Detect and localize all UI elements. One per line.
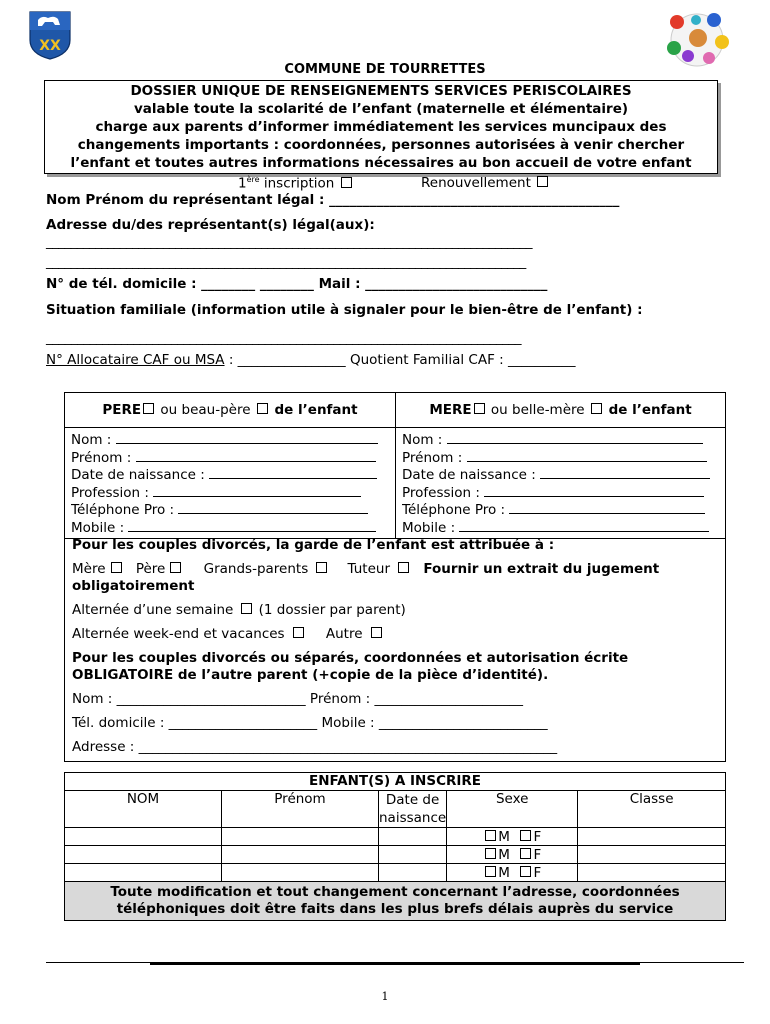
child-classe-cell[interactable] [578,828,726,846]
mother-workphone-label: Téléphone Pro : [402,502,506,518]
mother-birthdate-field[interactable] [402,467,719,485]
mother-title: MERE [429,402,472,418]
sex-f-label: F [533,828,542,845]
sex-m-label: M [498,828,510,845]
custody-alt-week[interactable] [72,602,406,618]
father-workphone-label: Téléphone Pro : [71,502,175,518]
custody-alt-weekend[interactable] [72,626,384,642]
other-parent-name-field[interactable]: Nom : ____________________________ Prénom : ______________________ [72,691,523,707]
mother-mobile-label: Mobile : [402,519,456,536]
sex-f-checkbox[interactable] [520,866,531,877]
child-prenom-cell[interactable] [222,864,379,882]
mother-fields [396,428,726,539]
sex-m-checkbox[interactable] [485,866,496,877]
custody-pere-label: Père [135,561,166,577]
address-line-2[interactable]: ______________________________________________________________________________ [46,254,526,270]
footer-divider-bold [150,963,640,965]
sex-f-checkbox[interactable] [520,848,531,859]
custody-tuteur-checkbox[interactable] [398,562,409,573]
alt-weekend-checkbox[interactable] [293,627,304,638]
father-workphone-field[interactable] [71,502,389,520]
header-line-3: charge aux parents d’informer immédiatement les services muncipaux des [95,119,667,135]
custody-gp-checkbox[interactable] [316,562,327,573]
authorization-title-2: OBLIGATOIRE de l’autre parent (+copie de la pièce d’identité). [72,667,549,683]
father-profession-field[interactable] [71,485,389,503]
family-situation-line[interactable]: ____________________________________________________________________________ [46,330,521,346]
mother-title-end: de l’enfant [603,402,692,418]
caf-field[interactable] [46,352,575,368]
commune-crest-logo [28,10,72,60]
commune-title: COMMUNE DE TOURRETTES [284,62,486,77]
renewal-label: Renouvellement [421,175,531,191]
other-label: Autre [325,626,363,642]
family-situation-label: Situation familiale (information utile à signaler pour le bien-être de l’enfant) : [46,302,643,318]
father-fields [65,428,396,539]
children-table [64,772,726,921]
child-birthdate-cell[interactable] [379,864,447,882]
child-birthdate-cell[interactable] [379,846,447,864]
header-box [44,80,718,174]
svg-text:XX: XX [39,38,61,54]
column-header-sexe: Sexe [447,791,578,828]
sex-m-checkbox[interactable] [485,830,496,841]
renewal-checkbox[interactable] [537,176,548,187]
first-registration-sup: ère [246,175,260,184]
sex-f-checkbox[interactable] [520,830,531,841]
custody-extract-note: Fournir un extrait du jugement [423,561,660,577]
legal-rep-field[interactable]: Nom Prénom du représentant légal : ___________________________________________ [46,192,620,208]
custody-gp-label: Grands-parents [203,561,309,577]
mother-header [396,393,726,428]
footer-note-line-1: Toute modification et tout changement concernant l’adresse, coordonnées [110,884,680,900]
mother-nom-label: Nom : [402,432,443,448]
child-nom-cell[interactable] [65,846,222,864]
alt-week-checkbox[interactable] [241,603,252,614]
child-sexe-cell [447,846,578,864]
mother-birthdate-label: Date de naissance : [402,467,536,483]
child-prenom-cell[interactable] [222,828,379,846]
alt-week-label: Alternée d’une semaine [72,602,234,618]
first-registration-option[interactable] [238,175,354,192]
father-title-end: de l’enfant [269,402,358,418]
header-line-2: valable toute la scolarité de l’enfant (maternelle et élémentaire) [133,101,629,117]
first-registration-label: inscription [259,175,335,192]
sex-m-checkbox[interactable] [485,848,496,859]
other-parent-phone-field[interactable]: Tél. domicile : ______________________ Mobile : _________________________ [72,715,548,731]
alt-week-note: (1 dossier par parent) [258,602,406,618]
mother-checkbox[interactable] [474,403,485,414]
custody-mere-checkbox[interactable] [111,562,122,573]
custody-title: Pour les couples divorcés, la garde de l’enfant est attribuée à : [72,537,555,553]
father-checkbox[interactable] [143,403,154,414]
stepmother-checkbox[interactable] [591,403,602,414]
child-row [65,828,726,846]
first-registration-num: 1 [238,175,247,192]
child-sexe-cell [447,864,578,882]
footer-note-line-2: téléphoniques doit être faits dans les plus brefs délais auprès du service [116,901,674,917]
father-nom-label: Nom : [71,432,112,448]
child-row [65,846,726,864]
father-profession-label: Profession : [71,484,149,501]
father-prenom-label: Prénom : [71,449,132,466]
father-header [65,393,396,428]
column-header-birthdate: Date de naissance [379,792,447,826]
custody-tuteur-label: Tuteur [347,561,391,577]
children-illustration-logo [662,8,732,70]
caf-label: N° Allocataire CAF ou MSA [46,352,225,368]
column-header-nom: NOM [65,791,222,828]
custody-pere-checkbox[interactable] [170,562,181,573]
other-checkbox[interactable] [371,627,382,638]
sex-m-label: M [498,864,510,881]
mother-profession-label: Profession : [402,484,480,501]
phone-mail-field[interactable]: N° de tél. domicile : ________ ________ Mail : ___________________________ [46,276,548,292]
other-parent-address-field[interactable]: Adresse : ______________________________________________________________ [72,739,558,755]
custody-extract-note-2: obligatoirement [72,578,195,594]
column-header-prenom: Prénom [222,791,379,828]
header-line-4: changements importants : coordonnées, personnes autorisées à venir chercher [77,137,685,153]
column-header-classe: Classe [578,791,726,828]
parents-table [64,392,726,539]
custody-section [64,535,726,762]
stepmother-label: ou belle-mère [486,402,589,418]
mother-nom-field[interactable] [402,432,719,450]
mother-prenom-label: Prénom : [402,449,463,466]
sex-m-label: M [498,846,510,863]
child-nom-cell[interactable] [65,864,222,882]
address-line-1[interactable]: _______________________________________________________________________________ [46,234,532,250]
child-row [65,864,726,882]
header-line-5: l’enfant et toutes autres informations nécessaires au bon accueil de votre enfant [70,155,692,171]
renewal-option[interactable] [421,175,550,191]
children-table-title: ENFANT(S) A INSCRIRE [65,773,726,791]
mother-prenom-field[interactable] [402,450,719,468]
authorization-title-1: Pour les couples divorcés ou séparés, coordonnées et autorisation écrite [72,650,629,666]
mother-workphone-field[interactable] [402,502,719,520]
child-classe-cell[interactable] [578,864,726,882]
children-footer-note [65,882,726,921]
child-nom-cell[interactable] [65,828,222,846]
sex-f-label: F [533,846,542,863]
father-prenom-field[interactable] [71,450,389,468]
page-number: 1 [381,990,389,1003]
first-registration-checkbox[interactable] [341,177,352,188]
father-birthdate-label: Date de naissance : [71,467,205,483]
child-classe-cell[interactable] [578,846,726,864]
header-line-1: DOSSIER UNIQUE DE RENSEIGNEMENTS SERVICES PERISCOLAIRES [130,83,632,99]
stepfather-checkbox[interactable] [257,403,268,414]
child-sexe-cell [447,828,578,846]
custody-options [72,561,659,577]
father-mobile-label: Mobile : [71,519,125,536]
sex-f-label: F [533,864,542,881]
caf-rest: : ________________ Quotient Familial CAF : __________ [224,352,576,368]
stepfather-label: ou beau-père [156,402,255,418]
child-prenom-cell[interactable] [222,846,379,864]
alt-weekend-label: Alternée week-end et vacances [72,626,285,642]
child-birthdate-cell[interactable] [379,828,447,846]
address-label: Adresse du/des représentant(s) légal(aux): [46,217,375,233]
custody-mere-label: Mère [72,561,106,577]
mother-profession-field[interactable] [402,485,719,503]
father-title: PERE [102,402,142,418]
father-nom-field[interactable] [71,432,389,450]
father-birthdate-field[interactable] [71,467,389,485]
